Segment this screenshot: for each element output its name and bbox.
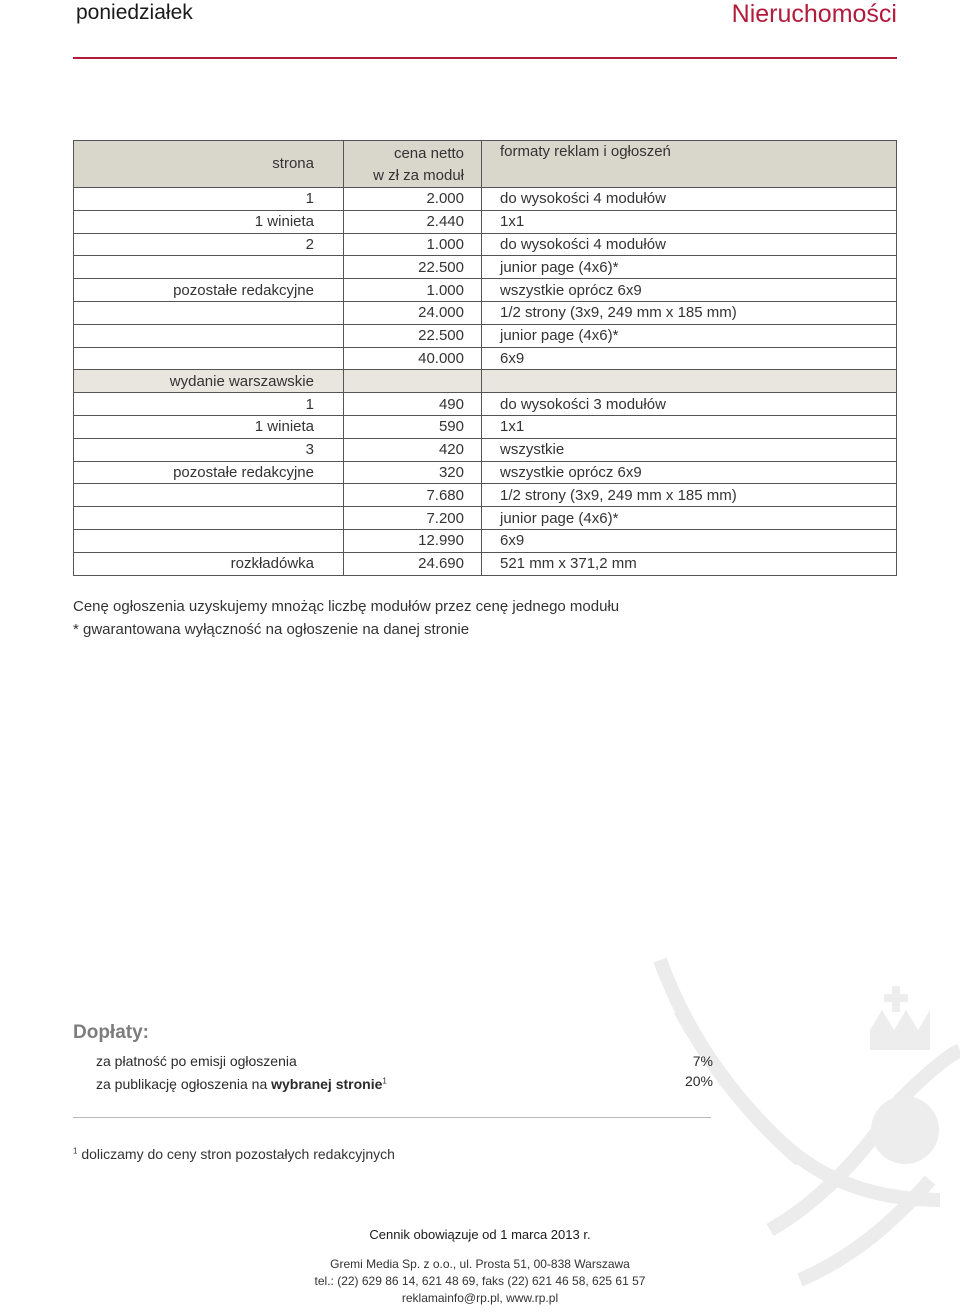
cell-price: 1.000 — [344, 233, 482, 256]
cell-price: 7.200 — [344, 507, 482, 530]
cell-price: 22.500 — [344, 256, 482, 279]
surcharge-value: 20% — [684, 1073, 713, 1089]
company-phones: tel.: (22) 629 86 14, 621 48 69, faks (22) 621 46 58, 625 61 57 — [314, 1274, 646, 1288]
validity-note: Cennik obowiązuje od 1 marca 2013 r. — [369, 1227, 591, 1242]
header-formaty: formaty reklam i ogłoszeń — [482, 141, 897, 188]
company-info — [0, 1256, 960, 1307]
day-label: poniedziałek — [76, 1, 193, 24]
table-row — [74, 233, 897, 256]
cell-format: do wysokości 4 modułów — [482, 233, 897, 256]
cell-format: 1/2 strony (3x9, 249 mm x 185 mm) — [482, 484, 897, 507]
table-row — [74, 507, 897, 530]
table-row — [74, 529, 897, 552]
cell-page: 3 — [74, 438, 344, 461]
header-cena-line1: cena netto — [393, 145, 464, 162]
table-row — [74, 461, 897, 484]
cell-page — [74, 301, 344, 324]
surcharges-title: Dopłaty: — [73, 1022, 149, 1043]
header-cena-line2: w zł za moduł — [373, 167, 464, 184]
section-title: Nieruchomości — [731, 0, 897, 28]
cell-price: 420 — [344, 438, 482, 461]
cell-page — [74, 529, 344, 552]
cell-page: 1 — [74, 393, 344, 416]
cell-format: do wysokości 3 modułów — [482, 393, 897, 416]
cell-page: 1 winieta — [74, 415, 344, 438]
cell-format: do wysokości 4 modułów — [482, 188, 897, 211]
surcharge-value: 7% — [692, 1053, 713, 1069]
surcharge-label-text: za publikację ogłoszenia na — [96, 1075, 272, 1092]
surcharge-label — [96, 1076, 387, 1092]
table-row — [74, 347, 897, 370]
footnote-text: doliczamy do ceny stron pozostałych redakcyjnych — [81, 1146, 395, 1162]
footnote — [73, 1146, 395, 1162]
cell-page — [74, 507, 344, 530]
price-table — [73, 140, 897, 576]
company-contact: reklamainfo@rp.pl, www.rp.pl — [401, 1291, 559, 1305]
cell-price: 24.000 — [344, 301, 482, 324]
cell-format: junior page (4x6)* — [482, 256, 897, 279]
cell-format: junior page (4x6)* — [482, 507, 897, 530]
table-row — [74, 188, 897, 211]
cell-page: 2 — [74, 233, 344, 256]
table-row — [74, 438, 897, 461]
company-address: Gremi Media Sp. z o.o., ul. Prosta 51, 00-838 Warszawa — [330, 1257, 630, 1271]
cell-price: 24.690 — [344, 552, 482, 575]
cell-format: 6x9 — [482, 529, 897, 552]
cell-format: 1x1 — [482, 210, 897, 233]
page-header — [73, 0, 897, 59]
table-row — [74, 210, 897, 233]
cell-format: 6x9 — [482, 347, 897, 370]
cell-page: pozostałe redakcyjne — [74, 279, 344, 302]
table-row — [74, 324, 897, 347]
cell-page: rozkładówka — [74, 552, 344, 575]
cell-page: 1 winieta — [74, 210, 344, 233]
surcharge-row — [96, 1051, 713, 1071]
cell-price: 40.000 — [344, 347, 482, 370]
cell-price: 2.000 — [344, 188, 482, 211]
cell-price: 590 — [344, 415, 482, 438]
surcharge-label-bold: wybranej stronie — [271, 1075, 383, 1092]
note-line-2: * gwarantowana wyłączność na ogłoszenie na danej stronie — [73, 621, 470, 638]
table-row — [74, 484, 897, 507]
cell-price: 1.000 — [344, 279, 482, 302]
header-strona: strona — [74, 141, 344, 188]
notes — [73, 595, 619, 641]
cell-format: 521 mm x 371,2 mm — [482, 552, 897, 575]
cell-price: 7.680 — [344, 484, 482, 507]
surcharge-label: za płatność po emisji ogłoszenia — [96, 1053, 297, 1069]
cell-format: junior page (4x6)* — [482, 324, 897, 347]
surcharge-row — [96, 1071, 713, 1091]
cell-format: 1/2 strony (3x9, 249 mm x 185 mm) — [482, 301, 897, 324]
table-header-row — [74, 141, 897, 188]
cell-format: 1x1 — [482, 415, 897, 438]
divider — [73, 1117, 711, 1118]
table-row — [74, 552, 897, 575]
table-row — [74, 279, 897, 302]
edition-label: wydanie warszawskie — [74, 370, 344, 393]
note-line-1: Cenę ogłoszenia uzyskujemy mnożąc liczbę modułów przez cenę jednego modułu — [73, 598, 620, 615]
cell-format: wszystkie oprócz 6x9 — [482, 461, 897, 484]
table-row — [74, 393, 897, 416]
cell-format: wszystkie oprócz 6x9 — [482, 279, 897, 302]
cell-price: 12.990 — [344, 529, 482, 552]
cell-page — [74, 484, 344, 507]
cell-page — [74, 324, 344, 347]
table-row — [74, 415, 897, 438]
surcharges — [73, 1022, 713, 1091]
cell-page: 1 — [74, 188, 344, 211]
footnote-marker: 1 — [382, 1076, 387, 1085]
cell-page: pozostałe redakcyjne — [74, 461, 344, 484]
table-row — [74, 301, 897, 324]
cell-price: 22.500 — [344, 324, 482, 347]
header-cena — [344, 141, 482, 188]
edition-band-row — [74, 370, 897, 393]
cell-page — [74, 256, 344, 279]
footnote-marker: 1 — [73, 1146, 78, 1156]
cell-price: 320 — [344, 461, 482, 484]
cell-page — [74, 347, 344, 370]
cell-price: 2.440 — [344, 210, 482, 233]
cell-price: 490 — [344, 393, 482, 416]
cell-format: wszystkie — [482, 438, 897, 461]
table-row — [74, 256, 897, 279]
